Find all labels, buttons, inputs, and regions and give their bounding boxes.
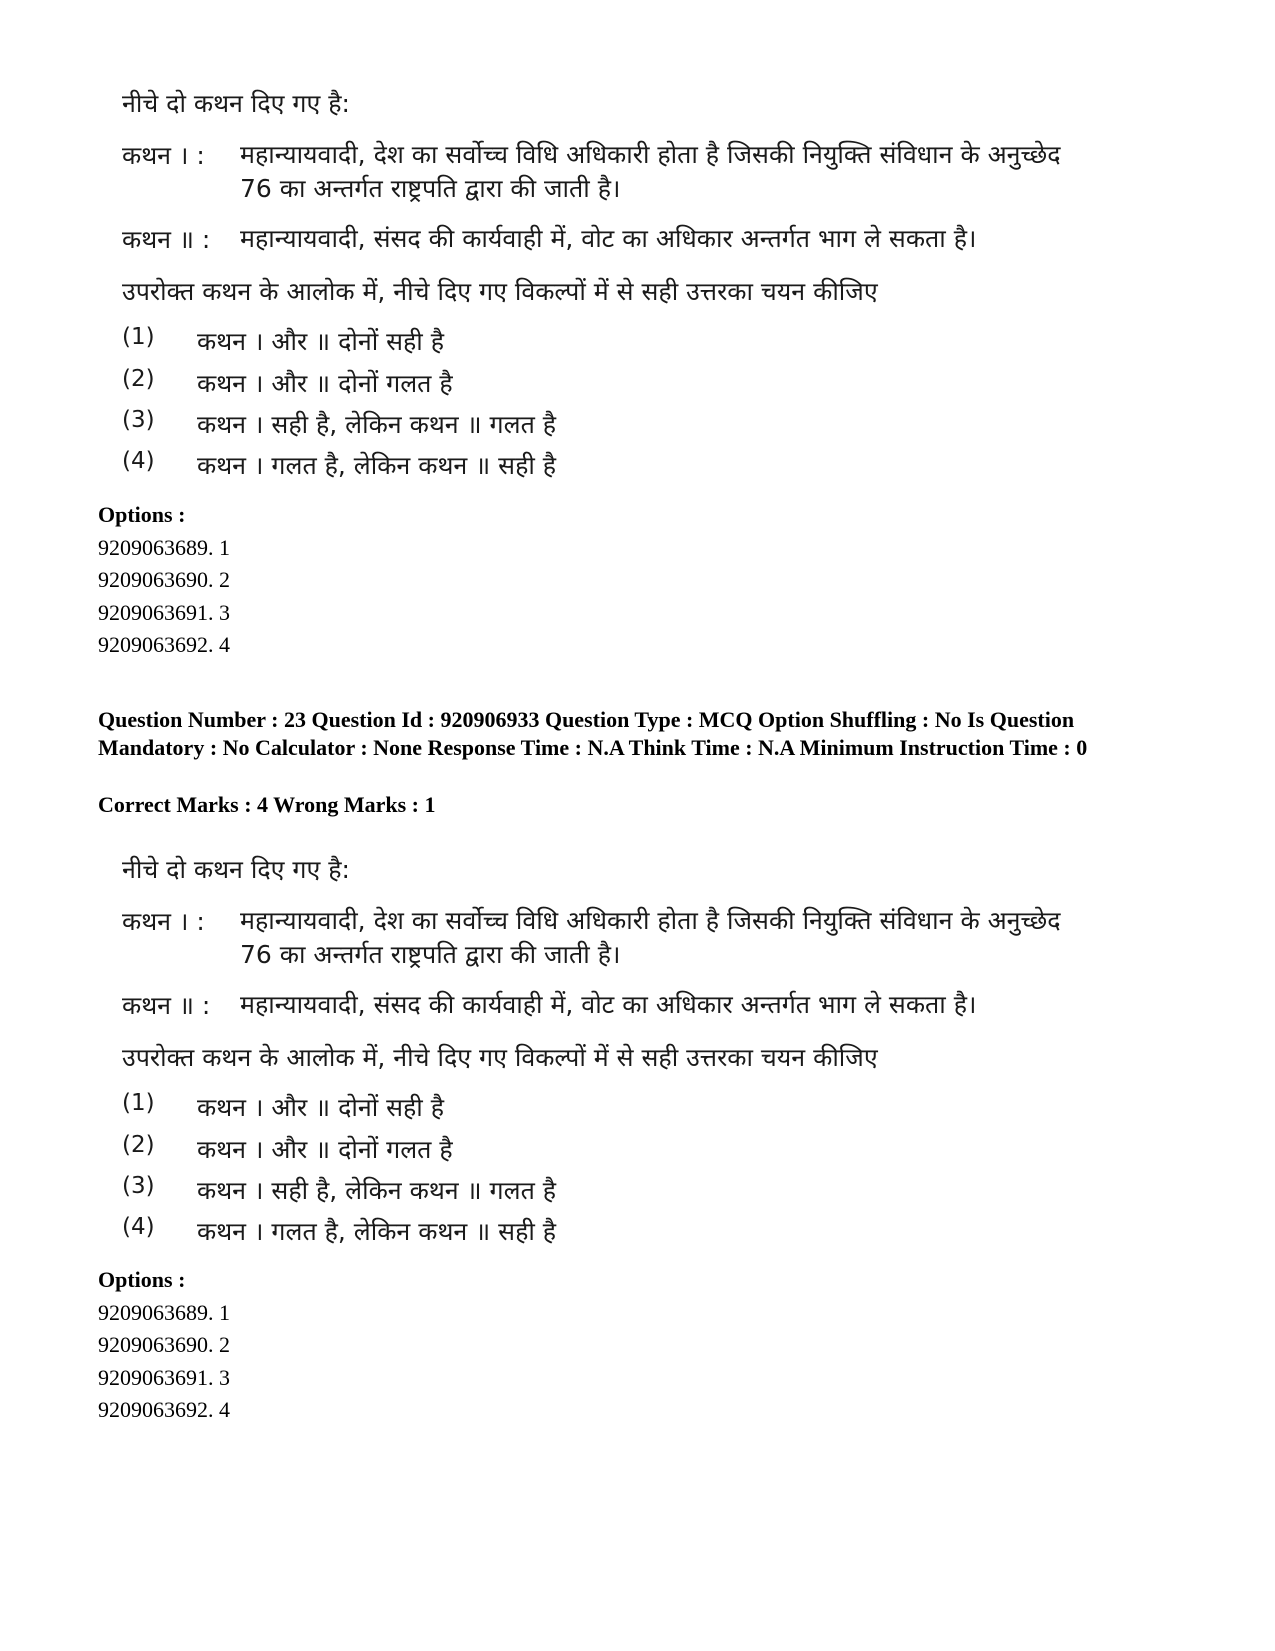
option-line: 9209063692. 4 — [98, 632, 230, 657]
choice-text: कथन । सही है, लेकिन कथन ॥ गलत है — [197, 410, 557, 439]
statement-2-text: महान्यायवादी, संसद की कार्यवाही में, वोट का अधिकार अन्तर्गत भाग ले सकता है। — [240, 224, 977, 253]
choice-text: कथन । और ॥ दोनों गलत है — [197, 1135, 453, 1164]
question-meta: Question Number : 23 Question Id : 920906933 Question Type : MCQ Option Shuffling : No Is Question Mandatory : No Calculator : None Response Time : N.A Think Time : N.A Minimum Instruction Time : 0 — [98, 707, 1088, 760]
option-line: 9209063691. 3 — [98, 600, 230, 625]
option-line: 9209063690. 2 — [98, 567, 230, 592]
option-line: 9209063689. 1 — [98, 1300, 230, 1325]
statement-1-label: कथन । : — [122, 141, 205, 170]
statement-1-label: कथन । : — [122, 907, 205, 936]
choice-number: (2) — [122, 366, 155, 392]
statement-2-label: कथन ॥ : — [122, 991, 211, 1020]
choice-number: (1) — [122, 324, 155, 350]
choice-number: (2) — [122, 1132, 155, 1158]
statement-2-label: कथन ॥ : — [122, 225, 211, 254]
option-line: 9209063692. 4 — [98, 1397, 230, 1422]
choice-text: कथन । गलत है, लेकिन कथन ॥ सही है — [197, 451, 557, 480]
choice-number: (1) — [122, 1090, 155, 1116]
choice-text: कथन । और ॥ दोनों सही है — [197, 327, 445, 356]
choice-number: (4) — [122, 1214, 155, 1240]
statement-1-text: महान्यायवादी, देश का सर्वोच्च विधि अधिकारी होता है जिसकी नियुक्ति संविधान के अनुच्छेद 76 का अन्तर्गत राष्ट्रपति द्वारा की जाती है। — [240, 140, 1061, 203]
question-prompt: उपरोक्त कथन के आलोक में, नीचे दिए गए विकल्पों में से सही उत्तरका चयन कीजिए — [122, 277, 878, 306]
choice-text: कथन । और ॥ दोनों सही है — [197, 1093, 445, 1122]
choice-number: (4) — [122, 448, 155, 474]
question-marks: Correct Marks : 4 Wrong Marks : 1 — [98, 792, 436, 817]
options-title: Options : — [98, 502, 186, 527]
question-intro: नीचे दो कथन दिए गए है: — [122, 855, 350, 884]
question-intro: नीचे दो कथन दिए गए है: — [122, 89, 350, 118]
option-line: 9209063691. 3 — [98, 1365, 230, 1390]
statement-1-text: महान्यायवादी, देश का सर्वोच्च विधि अधिकारी होता है जिसकी नियुक्ति संविधान के अनुच्छेद 76 का अन्तर्गत राष्ट्रपति द्वारा की जाती है। — [240, 906, 1061, 969]
choice-number: (3) — [122, 407, 155, 433]
choice-text: कथन । सही है, लेकिन कथन ॥ गलत है — [197, 1176, 557, 1205]
option-line: 9209063690. 2 — [98, 1332, 230, 1357]
option-line: 9209063689. 1 — [98, 535, 230, 560]
options-title: Options : — [98, 1267, 186, 1292]
choice-number: (3) — [122, 1173, 155, 1199]
question-prompt: उपरोक्त कथन के आलोक में, नीचे दिए गए विकल्पों में से सही उत्तरका चयन कीजिए — [122, 1043, 878, 1072]
choice-text: कथन । और ॥ दोनों गलत है — [197, 369, 453, 398]
statement-2-text: महान्यायवादी, संसद की कार्यवाही में, वोट का अधिकार अन्तर्गत भाग ले सकता है। — [240, 990, 977, 1019]
choice-text: कथन । गलत है, लेकिन कथन ॥ सही है — [197, 1217, 557, 1246]
